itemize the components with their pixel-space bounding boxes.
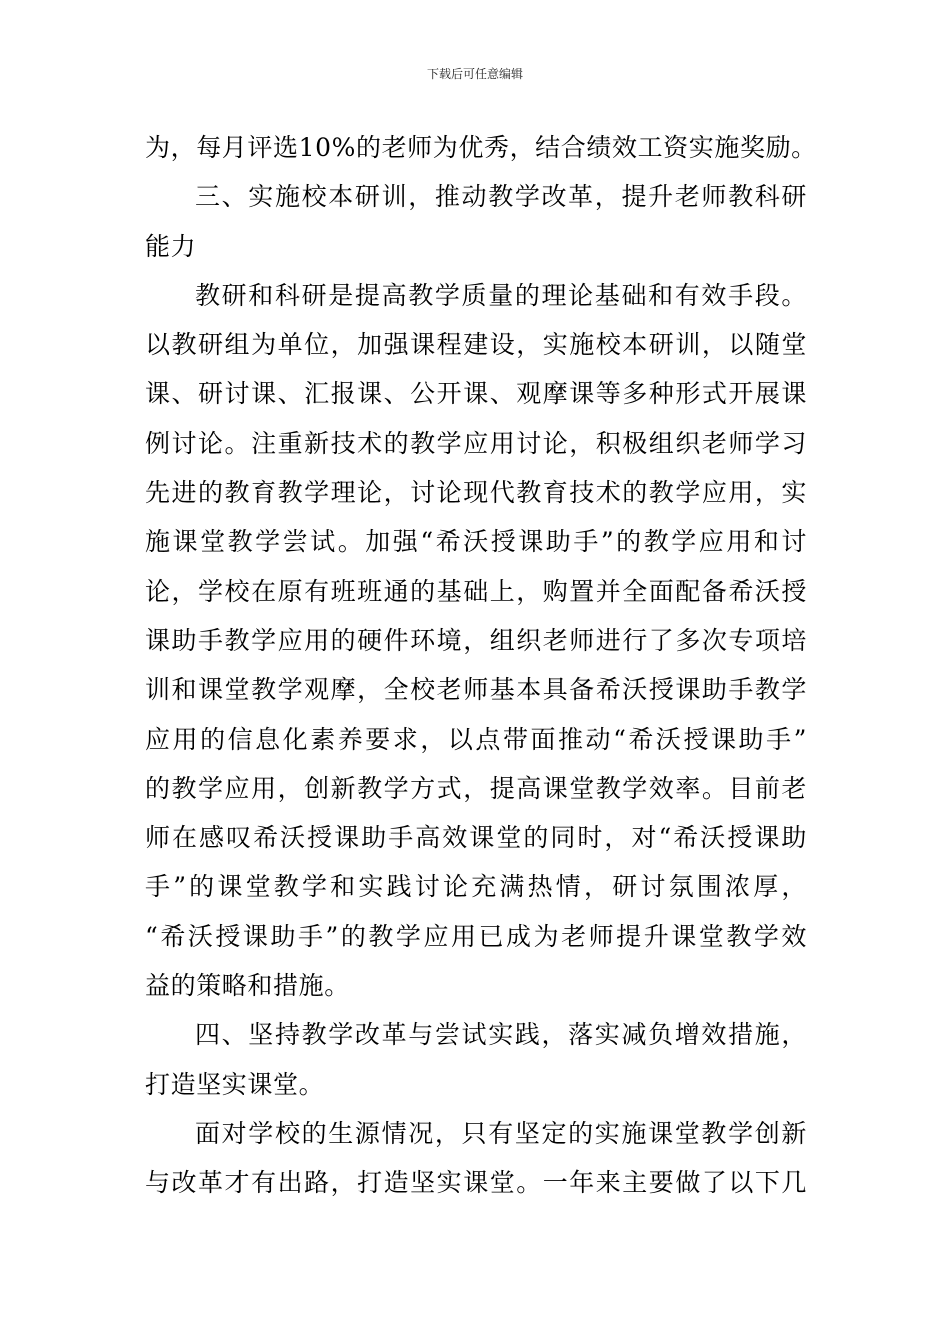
text-line: 应用的信息化素养要求，以点带面推动“希沃授课助手” [145, 724, 807, 754]
text-line: 课、研讨课、汇报课、公开课、观摩课等多种形式开展课 [145, 379, 807, 409]
text-line: 益的策略和措施。 [145, 971, 350, 1001]
text-line: 打造坚实课堂。 [145, 1069, 325, 1099]
text-line: 能力 [145, 231, 197, 261]
paragraph [145, 1109, 807, 1208]
text-line: 面对学校的生源情况，只有坚定的实施课堂教学创新 [195, 1118, 807, 1148]
paragraph [145, 271, 807, 1010]
document-body [145, 123, 817, 1208]
paragraph [145, 123, 817, 172]
text-line: “希沃授课助手”的教学应用已成为老师提升课堂教学效 [145, 921, 807, 951]
text-line: 例讨论。注重新技术的教学应用讨论，积极组织老师学习 [145, 428, 807, 458]
text-line: 手”的课堂教学和实践讨论充满热情，研讨氛围浓厚， [145, 872, 807, 902]
text-line: 与改革才有出路，打造坚实课堂。一年来主要做了以下几 [145, 1168, 807, 1198]
section-heading [145, 1010, 807, 1109]
text-line: 以教研组为单位，加强课程建设，实施校本研训，以随堂 [145, 330, 807, 360]
text-line: 训和课堂教学观摩，全校老师基本具备希沃授课助手教学 [145, 675, 807, 705]
text-line: 三、实施校本研训，推动教学改革，提升老师教科研 [195, 182, 807, 212]
text-line: 施课堂教学尝试。加强“希沃授课助手”的教学应用和讨 [145, 527, 807, 557]
text-line: 四、坚持教学改革与尝试实践，落实减负增效措施， [195, 1020, 807, 1050]
text-line: 的教学应用，创新教学方式，提高课堂教学效率。目前老 [145, 773, 807, 803]
section-heading [145, 172, 807, 271]
text-line: 先进的教育教学理论，讨论现代教育技术的教学应用，实 [145, 478, 807, 508]
text-line: 为，每月评选10%的老师为优秀，结合绩效工资实施奖励。 [145, 133, 817, 162]
text-line: 教研和科研是提高教学质量的理论基础和有效手段。 [195, 280, 807, 310]
text-line: 课助手教学应用的硬件环境，组织老师进行了多次专项培 [145, 625, 807, 655]
page-header-note: 下载后可任意编辑 [426, 67, 523, 81]
text-line: 论，学校在原有班班通的基础上，购置并全面配备希沃授 [145, 576, 807, 606]
text-line: 师在感叹希沃授课助手高效课堂的同时，对“希沃授课助 [145, 823, 807, 853]
